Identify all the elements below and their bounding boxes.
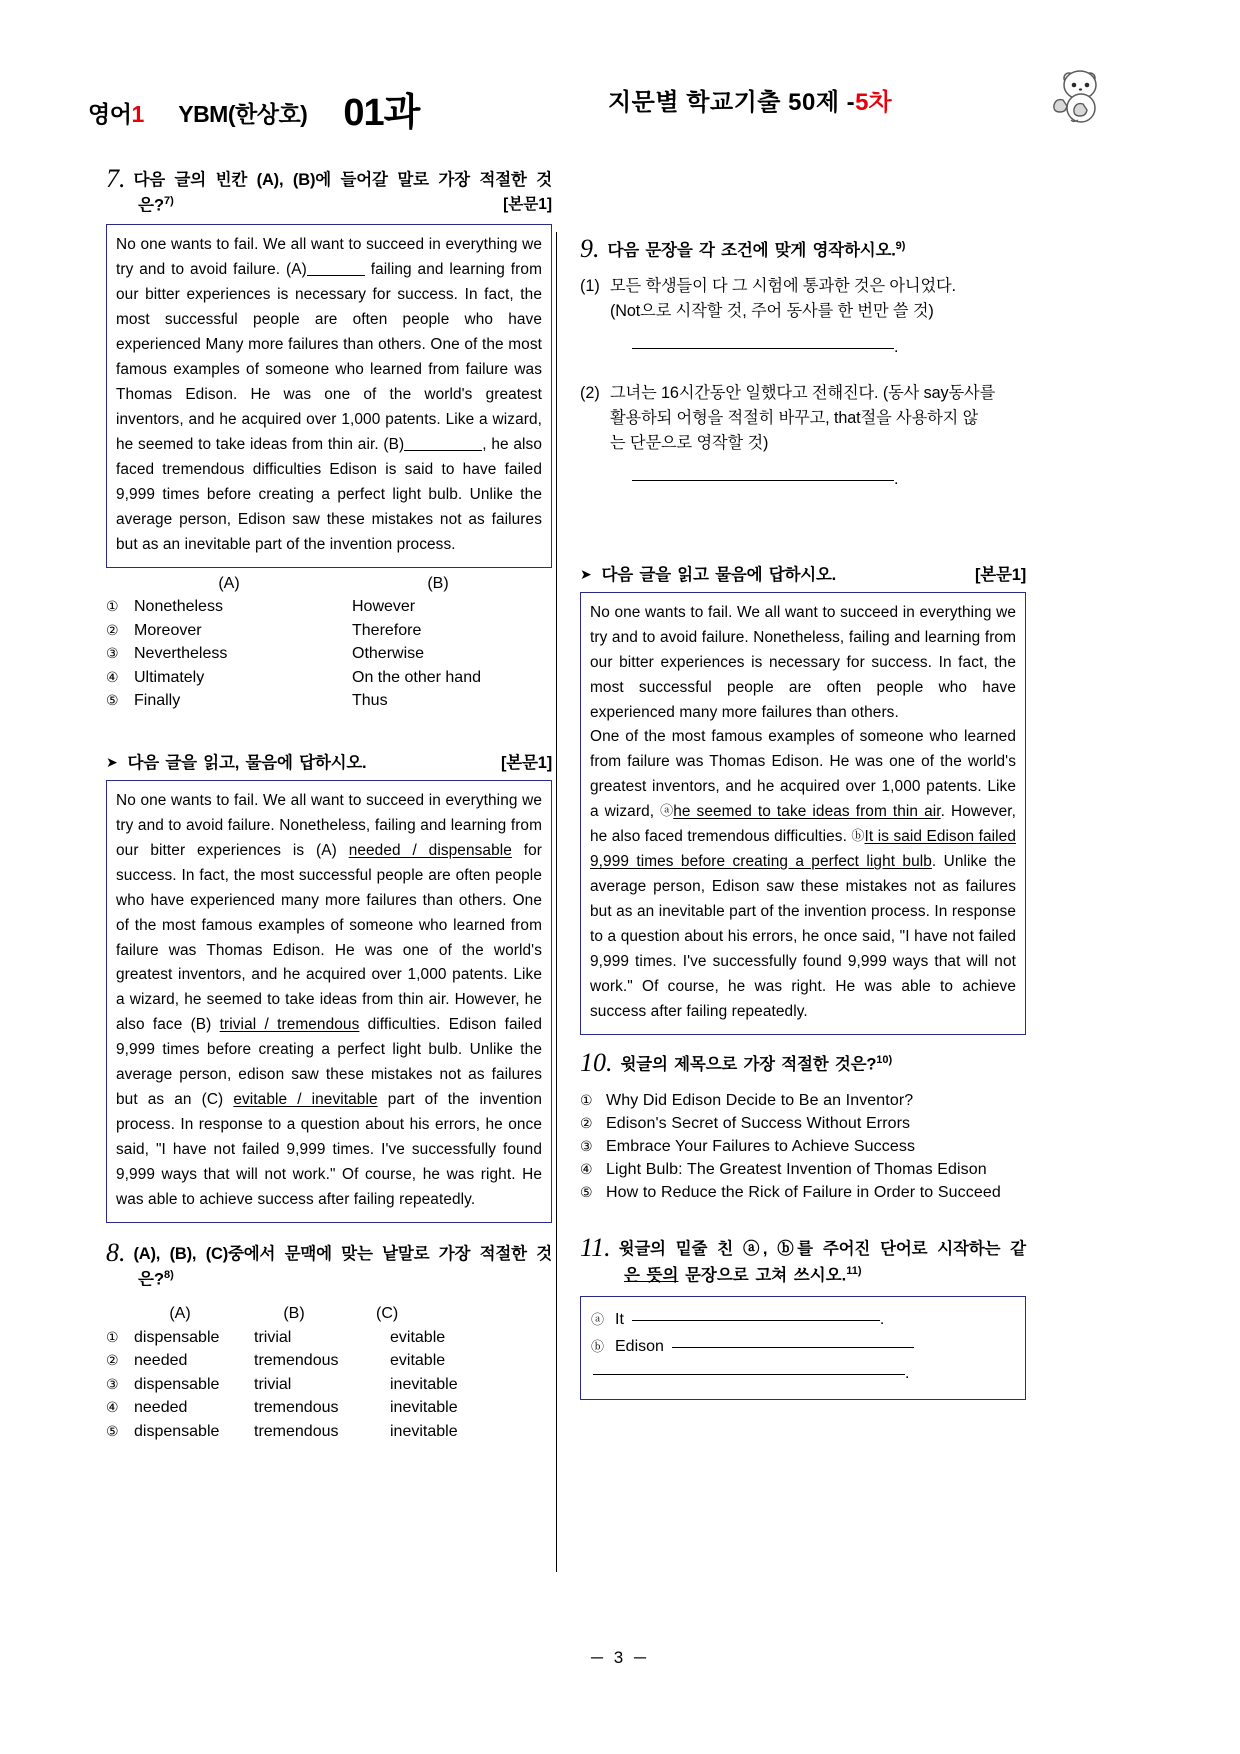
left-column: [106, 165, 552, 1449]
item-sentence: 모든 학생들이 다 그 시험에 통과한 것은 아니었다.: [610, 276, 956, 295]
question-7-options-table: [106, 572, 552, 713]
marker-b-icon: ⓑ: [851, 828, 865, 844]
question-10: [580, 1049, 1026, 1205]
question-10-number: 10.: [580, 1047, 613, 1077]
option-value-a: needed: [134, 1352, 188, 1370]
question-7-options-header: [106, 572, 552, 596]
question-9-item-1: [580, 274, 1026, 361]
right-column: [580, 165, 1026, 1406]
passage-3-seg1: One of the most famous examples of someone who learned from failure was Thomas Edison. He was one of the world's greatest inventors, and he acquired over 1,000 patents. Like a wizard,: [590, 728, 1016, 821]
question-11-footnote: 11): [846, 1264, 862, 1277]
option-marker: ①: [106, 598, 119, 615]
header-right-group: [608, 82, 892, 117]
write-in-rule-a: [632, 1320, 880, 1321]
option-marker: ④: [106, 1399, 119, 1416]
question-11-number: 11.: [580, 1233, 611, 1263]
page-header: [88, 62, 1153, 134]
passage-3-underline-a: he seemed to take ideas from thin air: [673, 803, 941, 821]
question-10-option-5[interactable]: [580, 1181, 1026, 1204]
question-8-option-2[interactable]: [106, 1349, 552, 1373]
question-9-number: 9.: [580, 234, 600, 263]
option-value-c: evitable: [390, 1328, 446, 1346]
question-8: [106, 1239, 552, 1443]
option-value-b: trivial: [254, 1375, 292, 1393]
option-value-a: Nonetheless: [134, 598, 223, 616]
option-marker: ①: [580, 1091, 593, 1108]
column-header-a: (A): [218, 574, 240, 592]
left-spacer-1: [106, 719, 552, 745]
right-spacer-1: [580, 499, 1026, 557]
option-marker: ④: [580, 1161, 593, 1178]
item-sentence: 그녀는 16시간동안 일했다고 전해진다. (동사 say동사를: [610, 383, 996, 402]
passage-2-underline-b: trivial / tremendous: [219, 1016, 360, 1034]
option-value-a: needed: [134, 1399, 188, 1417]
item-number: (1): [580, 276, 600, 295]
question-10-prompt-wrap: [621, 1049, 1027, 1078]
write-in-rule: [632, 348, 894, 349]
subject-number: 1: [131, 101, 145, 127]
passage-2-underline-a: needed / dispensable: [348, 841, 512, 859]
question-9-items: [580, 274, 1026, 493]
right-spacer-top: [580, 165, 1026, 235]
subject-label: 영어: [88, 101, 132, 127]
answer-row-b[interactable]: [591, 1333, 1015, 1360]
column-header-a: (A): [169, 1305, 191, 1323]
q9-gap: [580, 365, 1026, 381]
question-9-head: [580, 235, 1026, 264]
option-text: How to Reduce the Rick of Failure in Order to Succeed: [606, 1184, 1001, 1202]
question-9: [580, 235, 1026, 493]
option-value-c: inevitable: [390, 1422, 458, 1440]
option-text: Why Did Edison Decide to Be an Inventor?: [606, 1091, 914, 1109]
option-marker: ⑤: [106, 1422, 119, 1439]
question-7: [106, 165, 552, 713]
answer-row-b-cont[interactable]: .: [591, 1360, 1015, 1387]
option-text: Embrace Your Failures to Achieve Success: [606, 1137, 916, 1155]
passage-3-seg2: . However, he also faced tremendous difficulties.: [590, 803, 1016, 846]
column-header-c: (C): [376, 1305, 399, 1323]
passage-3-para-2: [590, 725, 1016, 1024]
option-value-b: However: [352, 598, 416, 616]
passage-2-underline-c: evitable / inevitable: [233, 1091, 378, 1109]
item-condition: (Not으로 시작할 것, 주어 동사를 한 번만 쓸 것): [610, 301, 934, 320]
item-body: [610, 274, 1026, 361]
passage-3-para-1: No one wants to fail. We all want to succeed in everything we try and to avoid failure. Nonetheless, failing and learning from our bitter experiences is necessary for success. In fact, the most successful people are often people who have experienced many more failures than others.: [590, 603, 1016, 721]
passage-2-seg3: difficulties. Edison failed 9,999 times before creating a perfect light bulb. Unlike the average person, edison saw these mistakes not as failures but as an (C): [116, 1016, 542, 1109]
question-7-footnote: 7): [164, 195, 174, 208]
question-7-head: [106, 165, 552, 193]
column-header-b: (B): [427, 574, 449, 592]
question-10-option-2[interactable]: [580, 1112, 1026, 1135]
option-value-b: On the other hand: [352, 668, 481, 686]
question-7-passage: [106, 224, 552, 567]
answer-line-1[interactable]: .: [632, 336, 1026, 361]
bear-mascot-icon: [1043, 56, 1121, 134]
directive-source-tag-1: [본문1]: [500, 753, 552, 772]
blank-a: [307, 275, 365, 276]
item-body: [610, 381, 1026, 493]
arrow-right-icon: ➤: [106, 753, 118, 770]
question-8-option-5[interactable]: [106, 1420, 552, 1444]
question-7-option-5[interactable]: [106, 689, 552, 713]
question-10-prompt: 윗글의 제목으로 가장 적절한 것은?: [620, 1055, 877, 1074]
passage-2-seg4: part of the invention process. In response to a question about his errors, he once said, "I have not failed 9,999 times. I've successfully found 9,999 ways that will not work." Of course, he was right. He was able to achieve success after failing repeatedly.: [116, 1091, 542, 1209]
answer-line-2[interactable]: .: [632, 468, 1026, 493]
directive-read-passage-1: [106, 749, 552, 773]
passage-3: [580, 592, 1026, 1035]
question-8-prompt-line2: 은?: [138, 1270, 165, 1289]
answer-row-a[interactable]: ⓐ It .: [591, 1306, 1015, 1333]
question-8-head: [106, 1239, 552, 1267]
question-9-prompt-wrap: [608, 235, 1027, 264]
question-7-number: 7.: [106, 164, 126, 193]
directive-source-tag-2: [본문1]: [974, 565, 1026, 584]
header-left-group: [88, 78, 419, 133]
passage-2: [106, 780, 552, 1223]
option-value-a: dispensable: [134, 1375, 220, 1393]
question-8-option-4[interactable]: [106, 1396, 552, 1420]
option-value-b: Otherwise: [352, 645, 425, 663]
question-11-prompt: 윗글의 밑줄 친 ⓐ, ⓑ를 주어진 단어로 시작하는 같: [618, 1240, 1026, 1259]
question-10-option-3[interactable]: [580, 1135, 1026, 1158]
question-8-option-1[interactable]: [106, 1326, 552, 1350]
option-marker: ③: [580, 1137, 593, 1154]
question-8-footnote: 8): [164, 1269, 174, 1282]
directive-read-passage-2: [580, 561, 1026, 585]
question-7-option-2[interactable]: [106, 619, 552, 643]
item-condition-2: 는 단문으로 영작할 것): [610, 433, 769, 452]
passage-2-seg1: No one wants to fail. We all want to succeed in everything we try and to avoid failure. Nonetheless, failing and learning from our bitter experiences is (A): [116, 791, 542, 859]
page-number-footer: ─ 3 ─: [591, 1648, 649, 1667]
item-number: (2): [580, 383, 600, 402]
write-in-rule: [632, 480, 894, 481]
directive-text-2: 다음 글을 읽고 물음에 답하시오.: [601, 565, 837, 584]
question-7-option-1[interactable]: [106, 595, 552, 619]
question-11-head: [580, 1234, 1026, 1262]
directive-text-1: 다음 글을 읽고, 물음에 답하시오.: [127, 753, 367, 772]
question-10-footnote: 10): [876, 1053, 893, 1066]
question-9-footnote: 9): [895, 240, 906, 252]
option-value-a: dispensable: [134, 1328, 220, 1346]
question-8-prompt: (A), (B), (C)중에서 문맥에 맞는 낱말로 가장 적절한 것: [133, 1245, 552, 1264]
left-spacer-2: [106, 1223, 552, 1239]
option-value-a: Nevertheless: [134, 645, 228, 663]
question-10-head: [580, 1049, 1026, 1078]
question-8-number: 8.: [106, 1238, 126, 1268]
question-7-option-4[interactable]: [106, 666, 552, 690]
passage-2-seg2: for success. In fact, the most successful people are often people who have experienced many more failures than others. One of the most famous examples of someone who learned from failure was Thomas Edison. He was one of the world's greatest inventors, and he acquired over 1,000 patents. Like a wizard, he seemed to take ideas from thin air. However, he also face (B): [116, 841, 542, 1034]
option-marker: ①: [106, 1328, 119, 1345]
option-marker: ⑤: [580, 1184, 593, 1201]
option-value-c: inevitable: [390, 1375, 458, 1393]
option-value-a: Moreover: [134, 621, 202, 639]
q7-passage-seg2: failing and learning from our bitter experiences is necessary for success. In fact, the most successful people are often people who have experienced Many more failures than others. One of the most famous examples of someone who learned from failure was Thomas Edison. He was one of the world's greatest inventors, and he acquired over 1,000 patents. Like a wizard, he seemed to take ideas from thin air. (B): [116, 261, 542, 453]
question-7-prompt-line2: 은?: [138, 196, 165, 215]
option-marker: ②: [580, 1114, 593, 1131]
write-in-rule-b: [672, 1347, 914, 1348]
question-11-answer-box[interactable]: [580, 1296, 1026, 1401]
option-marker: ②: [106, 621, 119, 638]
option-marker: ⑤: [106, 692, 119, 709]
arrow-right-icon: ➤: [580, 565, 592, 582]
worksheet-round: 5차: [855, 89, 892, 116]
question-10-option-1[interactable]: [580, 1089, 1026, 1112]
option-value-c: evitable: [390, 1352, 446, 1370]
option-marker: ④: [106, 668, 119, 685]
option-value-b: Thus: [352, 692, 388, 710]
option-value-b: tremendous: [254, 1399, 339, 1417]
blank-b: [404, 450, 482, 451]
question-10-option-4[interactable]: [580, 1158, 1026, 1181]
question-11-prompt-line2: 문장으로 고쳐 쓰시오.: [678, 1266, 847, 1285]
option-marker: ②: [106, 1352, 119, 1369]
q7-passage-seg1: No one wants to fail. We all want to succeed in everything we try and to avoid failure. (A): [116, 236, 542, 279]
answer-start-word-a: It: [615, 1310, 624, 1328]
question-9-item-2: [580, 381, 1026, 493]
question-8-options-header: [106, 1302, 552, 1326]
right-spacer-3: [580, 1210, 1026, 1234]
option-value-b: Therefore: [352, 621, 422, 639]
passage-3-underline-b: It is said Edison failed 9,999 times before creating a perfect light bulb: [590, 828, 1016, 871]
column-divider: [556, 232, 557, 1572]
marker-b-icon: ⓑ: [591, 1338, 605, 1354]
right-spacer-2: [580, 1035, 1026, 1049]
answer-start-word-b: Edison: [615, 1337, 664, 1355]
option-value-a: dispensable: [134, 1422, 220, 1440]
option-value-b: trivial: [254, 1328, 292, 1346]
option-text: Light Bulb: The Greatest Invention of Thomas Edison: [606, 1161, 987, 1179]
option-marker: ③: [106, 1375, 119, 1392]
write-in-rule-b-cont: [593, 1374, 905, 1375]
question-7-prompt: 다음 글의 빈칸 (A), (B)에 들어갈 말로 가장 적절한 것: [133, 171, 552, 189]
question-8-option-3[interactable]: [106, 1373, 552, 1397]
question-7-source-tag: [본문1]: [503, 196, 552, 214]
worksheet-title: 지문별 학교기출 50제 -: [608, 89, 856, 116]
question-9-prompt: 다음 문장을 각 조건에 맞게 영작하시오.: [607, 241, 896, 260]
option-text: Edison's Secret of Success Without Errors: [606, 1114, 911, 1132]
option-value-a: Finally: [134, 692, 181, 710]
question-11-prompt-underline: 은 뜻의: [624, 1266, 679, 1285]
question-11: [580, 1234, 1026, 1400]
item-condition: 활용하되 어형을 적절히 바꾸고, that절을 사용하지 않: [610, 408, 979, 427]
question-7-option-3[interactable]: [106, 642, 552, 666]
option-marker: ③: [106, 645, 119, 662]
question-10-options: [580, 1089, 1026, 1205]
question-8-options-table: [106, 1302, 552, 1443]
option-value-c: inevitable: [390, 1399, 458, 1417]
marker-a-icon: ⓐ: [591, 1311, 605, 1327]
option-value-a: Ultimately: [134, 668, 205, 686]
q7-passage-seg3: , he also faced tremendous difficulties Edison is said to have failed 9,999 times before creating a perfect light bulb. Unlike the average person, Edison saw these mistakes not as failures but as an inevitable part of the invention process.: [116, 435, 542, 553]
publisher-label: YBM(한상호): [178, 101, 308, 127]
column-header-b: (B): [283, 1305, 305, 1323]
passage-3-seg3: . Unlike the average person, Edison saw these mistakes not as failures but as an inevitable part of the invention process. In response to a question about his errors, he once said, "I have not failed 9,999 times. I've successfully found 9,999 ways that will not work." Of course, he was right. He was able to achieve success after failing repeatedly.: [590, 853, 1016, 1020]
option-value-b: tremendous: [254, 1352, 339, 1370]
marker-a-icon: ⓐ: [660, 803, 674, 819]
option-value-b: tremendous: [254, 1422, 339, 1440]
lesson-label: 01과: [343, 92, 420, 134]
